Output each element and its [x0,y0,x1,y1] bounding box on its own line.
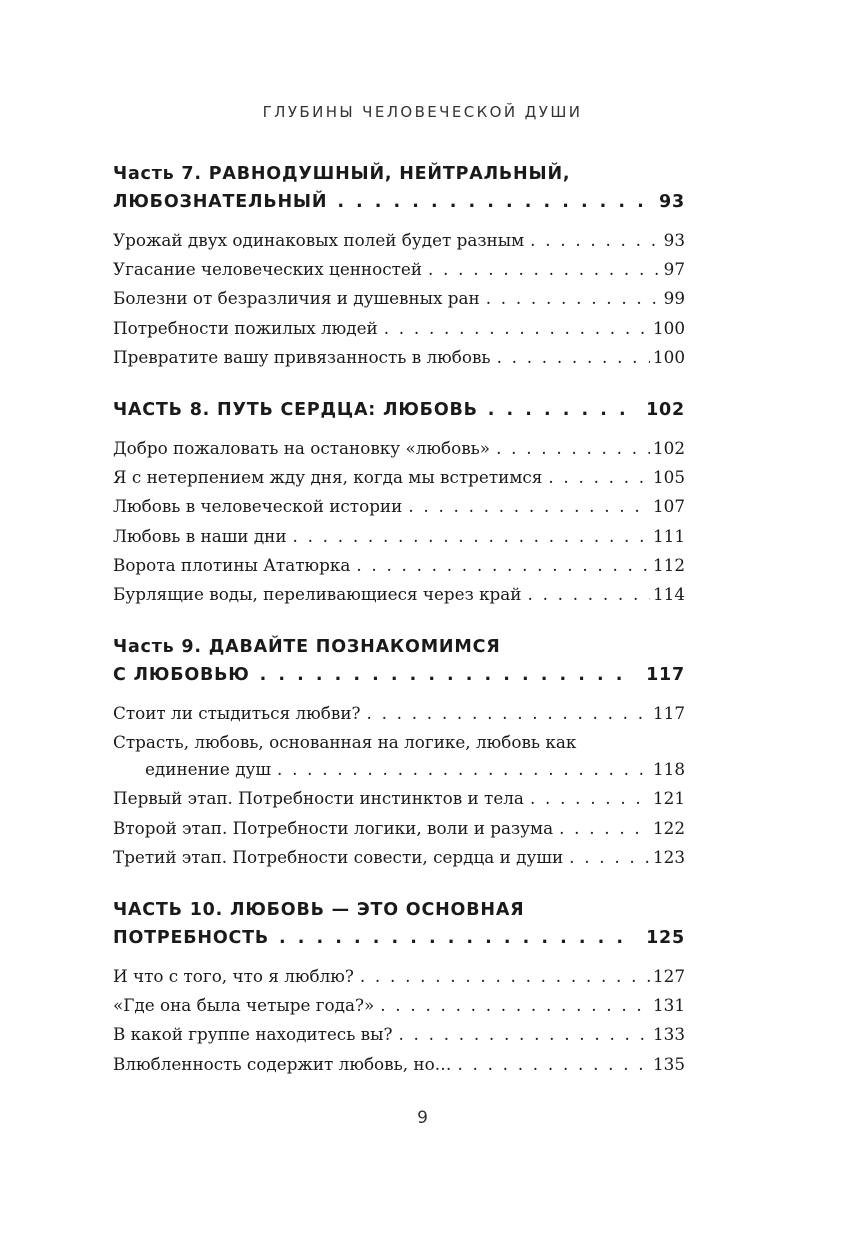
part-title: ЧАСТЬ 8. ПУТЬ СЕРДЦА: ЛЮБОВЬ [113,399,478,420]
part-title: Часть 9. ДАВАЙТЕ ПОЗНАКОМИМСЯ [113,637,501,658]
dot-leader [530,784,650,813]
part-title-cont: ПОТРЕБНОСТЬ [113,928,270,948]
toc-entry[interactable] [113,226,685,255]
entry-title: Я с нетерпением жду дня, когда мы встретимся [113,467,543,488]
dot-leader [293,522,650,551]
entry-page: 133 [652,1024,685,1045]
dot-leader [559,814,650,843]
toc-entry[interactable] [113,728,685,784]
part-title-line2 [113,661,685,689]
entry-page: 123 [652,846,685,867]
entry-page: 100 [652,317,685,338]
entry-page: 112 [652,554,685,575]
toc-entries-part-10 [113,962,685,1079]
entry-page: 122 [652,817,685,838]
toc-entry[interactable] [113,962,685,991]
dot-leader [428,255,661,284]
entry-page: 99 [663,288,685,309]
entry-title-cont: единение душ [145,759,272,780]
dot-leader [548,463,650,492]
entry-title: В какой группе находитесь вы? [113,1024,393,1045]
entry-title: Угасание человеческих ценностей [113,259,423,280]
part-page: 102 [646,399,685,420]
part-title-cont: С ЛЮБОВЬЮ [113,665,250,686]
entry-page: 135 [652,1053,685,1074]
toc-entries-part-7 [113,226,685,372]
entry-page: 97 [663,259,685,280]
toc-entry[interactable] [113,463,685,492]
entry-title: Урожай двух одинаковых полей будет разным [113,230,525,250]
entry-title: Бурлящие воды, переливающиеся через край [113,583,522,604]
part-title: Часть 7. РАВНОДУШНЫЙ, НЕЙТРАЛЬНЫЙ, [113,164,571,184]
part-page: 117 [646,665,685,686]
entry-page: 105 [652,467,685,488]
toc-entry[interactable] [113,699,685,728]
toc-part-7 [113,160,685,216]
part-title: ЧАСТЬ 10. ЛЮБОВЬ — ЭТО ОСНОВНАЯ [113,900,525,920]
dot-leader [497,343,650,372]
table-of-contents [113,160,685,1103]
dot-leader [360,962,650,991]
dot-leader [279,924,636,952]
toc-part-9 [113,633,685,689]
toc-entry[interactable] [113,522,685,551]
dot-leader [367,699,650,728]
entry-title: Первый этап. Потребности инстинктов и тела [113,788,524,809]
dot-leader [260,661,636,689]
dot-leader [457,1050,650,1079]
toc-entry[interactable] [113,580,685,609]
entry-page: 131 [652,995,685,1016]
dot-leader [408,492,650,521]
entry-title: Стоит ли стыдиться любви? [113,703,361,724]
toc-entry[interactable] [113,991,685,1020]
part-title-line2 [113,924,685,952]
dot-leader [277,755,650,784]
toc-part-10 [113,896,685,952]
dot-leader [337,188,649,216]
entry-title: Страсть, любовь, основанная на логике, любовь как [113,732,577,753]
entry-title: Потребности пожилых людей [113,317,378,338]
dot-leader [356,551,650,580]
entry-title: И что с того, что я люблю? [113,966,354,986]
entry-page: 118 [652,759,685,780]
toc-part-8 [113,396,685,424]
dot-leader [569,843,650,872]
entry-title: «Где она была четыре года?» [113,995,375,1016]
toc-entry[interactable] [113,434,685,463]
dot-leader [486,284,661,313]
part-title-line2 [113,188,685,216]
running-header: ГЛУБИНЫ ЧЕЛОВЕЧЕСКОЙ ДУШИ [262,103,583,121]
entry-title: Второй этап. Потребности логики, воли и разума [113,817,554,838]
entry-page: 111 [652,525,685,546]
part-title-line1 [113,633,685,661]
part-title-line1 [113,160,685,188]
entry-page: 93 [663,230,685,250]
entry-title: Влюбленность содержит любовь, но… [113,1053,452,1074]
part-title-cont: ЛЮБОЗНАТЕЛЬНЫЙ [113,192,328,212]
entry-title: Превратите вашу привязанность в любовь [113,346,491,367]
entry-title: Ворота плотины Ататюрка [113,554,351,575]
dot-leader [380,991,650,1020]
toc-entry[interactable] [113,284,685,313]
dot-leader [496,434,650,463]
toc-entry[interactable] [113,1050,685,1079]
part-page: 93 [659,192,685,212]
toc-entry[interactable] [113,492,685,521]
part-page: 125 [646,928,685,948]
entry-page: 107 [652,496,685,517]
dot-leader [528,580,650,609]
toc-entries-part-8 [113,434,685,609]
entry-title-cont-line [113,755,685,784]
dot-leader [530,226,661,255]
entry-page: 121 [652,788,685,809]
dot-leader [488,396,636,424]
entry-title: Любовь в наши дни [113,525,287,546]
entry-title: Добро пожаловать на остановку «любовь» [113,437,491,458]
toc-entry[interactable] [113,255,685,284]
dot-leader [398,1020,649,1049]
dot-leader [384,314,650,343]
entry-page: 102 [652,437,685,458]
entry-page: 117 [652,703,685,724]
toc-entry[interactable] [113,551,685,580]
entry-page: 127 [652,966,685,986]
entry-page: 100 [652,346,685,367]
toc-entry[interactable] [113,343,685,372]
entry-page: 114 [652,583,685,604]
page-number: 9 [417,1108,428,1128]
entry-title: Болезни от безразличия и душевных ран [113,288,480,309]
toc-entry[interactable] [113,314,685,343]
entry-title: Третий этап. Потребности совести, сердца и души [113,846,564,867]
toc-entry[interactable] [113,1020,685,1049]
toc-entry[interactable] [113,784,685,813]
toc-entry[interactable] [113,814,685,843]
part-title-line1 [113,896,685,924]
toc-entries-part-9 [113,699,685,872]
part-title-line1 [113,396,685,424]
entry-title: Любовь в человеческой истории [113,496,403,517]
toc-entry[interactable] [113,843,685,872]
